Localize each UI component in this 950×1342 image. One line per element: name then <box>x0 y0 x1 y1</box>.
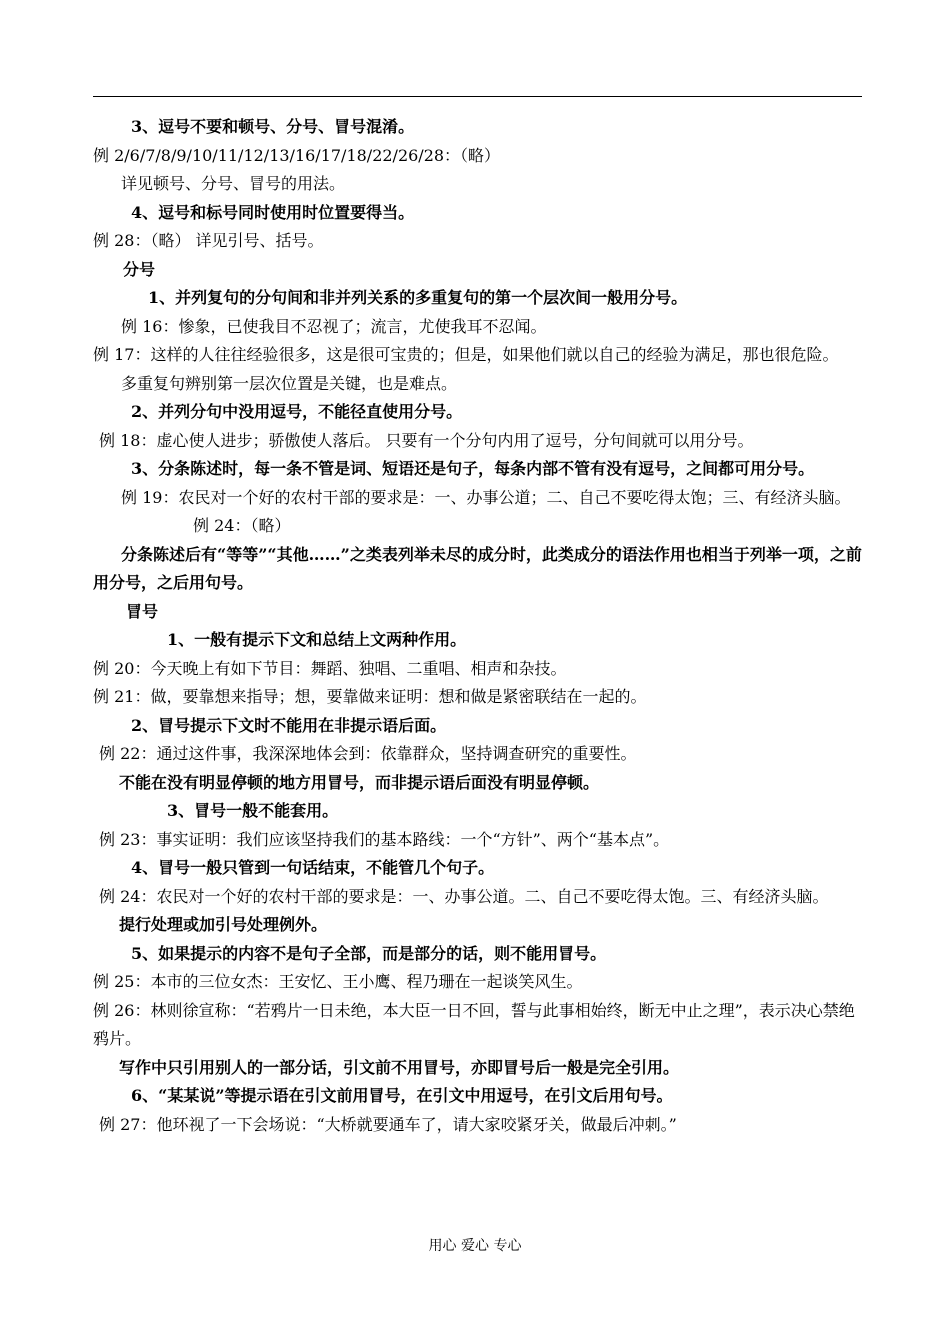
note-line: 写作中只引用别人的一部分话，引文前不用冒号，亦即冒号后一般是完全引用。 <box>119 1057 680 1077</box>
example-text: 例 24：（略） <box>193 516 291 535</box>
heading-semicolon-2: 2、并列分句中没用逗号，不能径直使用分号。 <box>131 402 463 421</box>
heading-semicolon-1: 1、并列复句的分句间和非并列关系的多重复句的第一个层次间一般用分号。 <box>148 288 688 307</box>
section-title-semicolon: 分号 <box>123 259 156 279</box>
example-line: 例 22：通过这件事，我深深地体会到：依靠群众，坚持调查研究的重要性。 <box>99 744 637 763</box>
example-line: 例 23：事实证明：我们应该坚持我们的基本路线：一个“方针”、两个“基本点”。 <box>99 829 670 849</box>
note-line: 提行处理或加引号处理例外。 <box>119 915 328 934</box>
example-line: 例 18：虚心使人进步；骄傲使人落后。 只要有一个分句内用了逗号，分句间就可以用分号。 <box>99 430 754 450</box>
document-body <box>93 113 862 1139</box>
example-line: 例 20：今天晚上有如下节目：舞蹈、独唱、二重唱、相声和杂技。 <box>93 658 567 678</box>
page-footer: 用心 爱心 专心 <box>428 1238 522 1254</box>
example-line: 例 2/6/7/8/9/10/11/12/13/16/17/18/22/26/28：（略） <box>93 145 501 165</box>
heading-colon-4: 4、冒号一般只管到一句话结束，不能管几个句子。 <box>131 858 495 877</box>
example-line: 例 16：惨象，已使我目不忍视了；流言，尤使我耳不忍闻。 <box>121 316 547 336</box>
heading-semicolon-3: 3、分条陈述时，每一条不管是词、短语还是句子，每条内部不管有没有逗号，之间都可用分号。 <box>131 459 815 478</box>
heading-colon-2: 2、冒号提示下文时不能用在非提示语后面。 <box>131 715 447 735</box>
section-title-colon: 冒号 <box>126 601 159 621</box>
note-line: 详见顿号、分号、冒号的用法。 <box>121 174 346 193</box>
example-line: 例 24：农民对一个好的农村干部的要求是：一、办事公道。二、自己不要吃得太饱。三、有经济头脑。 <box>99 886 829 906</box>
example-line: 例 26：林则徐宣称：“若鸦片一日未绝，本大臣一日不回，誓与此事相始终，断无中止之理”，表示决心禁绝鸦片。 <box>93 1000 855 1048</box>
example-line: 例 21：做，要靠想来指导；想，要靠做来证明：想和做是紧密联结在一起的。 <box>93 687 647 706</box>
example-line: 例 27：他环视了一下会场说：“大桥就要通车了，请大家咬紧牙关，做最后冲刺。” <box>99 1114 677 1134</box>
example-line: 例 28：（略） 详见引号、括号。 <box>93 231 324 250</box>
note-line: 多重复句辨别第一层次位置是关键，也是难点。 <box>121 373 458 393</box>
heading-colon-1: 1、一般有提示下文和总结上文两种作用。 <box>167 630 467 649</box>
note-line: 不能在没有明显停顿的地方用冒号，而非提示语后面没有明显停顿。 <box>119 772 600 792</box>
header-rule <box>93 96 862 97</box>
heading-comma-4: 4、逗号和标号同时使用时位置要得当。 <box>131 202 415 222</box>
example-line: 例 25：本市的三位女杰：王安忆、王小鹰、程乃珊在一起谈笑风生。 <box>93 972 583 991</box>
heading-colon-3: 3、冒号一般不能套用。 <box>167 801 339 820</box>
heading-colon-6: 6、“某某说”等提示语在引文前用冒号，在引文中用逗号，在引文后用句号。 <box>131 1086 673 1105</box>
example-line: 例 17：这样的人往往经验很多，这是很可宝贵的；但是，如果他们就以自己的经验为满足，那也很危险。 <box>93 345 839 364</box>
example-line <box>93 484 862 541</box>
heading-colon-5: 5、如果提示的内容不是句子全部，而是部分的话，则不能用冒号。 <box>131 943 607 963</box>
heading-comma-3: 3、逗号不要和顿号、分号、冒号混淆。 <box>131 117 415 136</box>
note-semicolon-list: 分条陈述后有“等等”“其他……”之类表列举未尽的成分时，此类成分的语法作用也相当于列举一项，之前用分号，之后用句号。 <box>93 544 862 592</box>
example-text: 例 19：农民对一个好的农村干部的要求是：一、办事公道；二、自己不要吃得太饱；三、有经济头脑。 <box>121 487 851 507</box>
